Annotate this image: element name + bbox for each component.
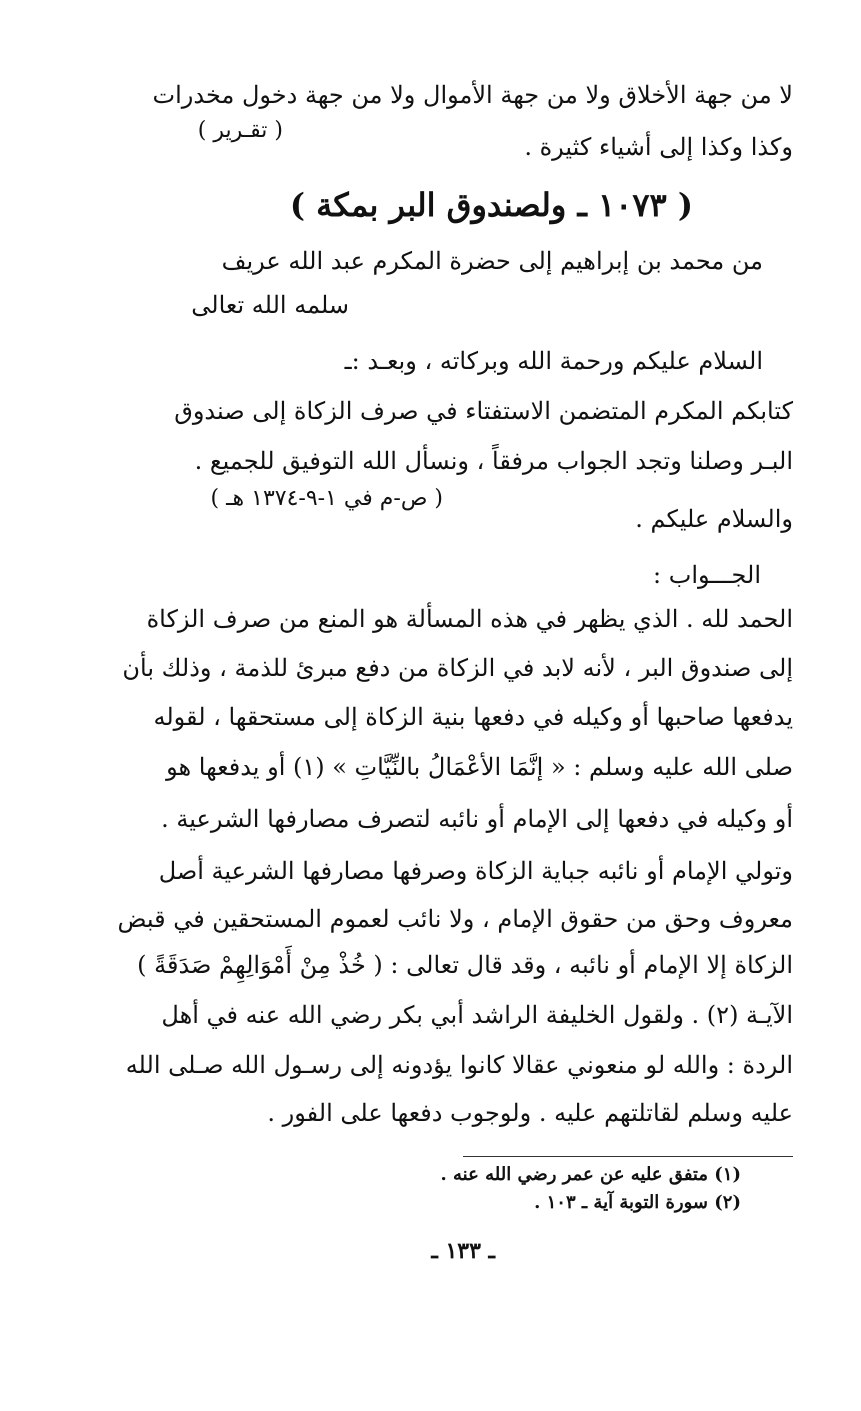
letter-greeting: السلام عليكم ورحمة الله وبركاته ، وبعـد :ـ [344,347,763,375]
prev-line-2: وكذا وكذا إلى أشياء كثيرة . [524,133,793,161]
answer-line: الحمد لله . الذي يظهر في هذه المسألة هو المنع من صرف الزكاة [146,605,793,633]
answer-line: إلى صندوق البر ، لأنه لابد في الزكاة من دفع مبرئ للذمة ، وذلك بأن [122,654,793,682]
answer-line: عليه وسلم لقاتلتهم عليه . ولوجوب دفعها على الفور . [267,1099,793,1127]
answer-line: وتولي الإمام أو نائبه جباية الزكاة وصرفها مصارفها الشرعية أصل [158,857,793,885]
footnote-1: (١) متفق عليه عن عمر رضي الله عنه . [440,1164,741,1185]
section-title: ( ١٠٧٣ ـ ولصندوق البر بمكة ) [289,186,693,224]
page-number: ـ ١٣٣ ـ [431,1238,495,1264]
prev-line-1: لا من جهة الأخلاق ولا من جهة الأموال ولا من جهة دخول مخدرات [152,81,793,109]
answer-heading: الجـــواب : [653,561,761,589]
letter-reference: ( ص-م في ١-٩-١٣٧٤ هـ ) [210,486,443,511]
answer-line: أو وكيله في دفعها إلى الإمام أو نائبه لتصرف مصارفها الشرعية . [161,805,793,833]
answer-line: صلى الله عليه وسلم : « إنَّمَا الأعْمَالُ بالنِّيَّاتِ » (١) أو يدفعها هو [166,753,793,781]
letter-body-1: كتابكم المكرم المتضمن الاستفتاء في صرف الزكاة إلى صندوق [174,397,793,425]
report-note: ( تقـرير ) [197,118,283,143]
answer-line: الآيـة (٢) . ولقول الخليفة الراشد أبي بكر رضي الله عنه في أهل [161,1001,793,1029]
letter-closing: والسلام عليكم . [635,505,793,533]
answer-line: معروف وحق من حقوق الإمام ، ولا نائب لعموم المستحقين في قبض [117,905,793,933]
answer-line: الردة : والله لو منعوني عقالا كانوا يؤدونه إلى رسـول الله صـلى الله [125,1051,793,1079]
footnote-2: (٢) سورة التوبة آية ـ ١٠٣ . [534,1192,741,1213]
answer-line: الزكاة إلا الإمام أو نائبه ، وقد قال تعالى : ( خُذْ مِنْ أَمْوَالِهِمْ صَدَقَةً ) [137,951,793,979]
answer-line: يدفعها صاحبها أو وكيله في دفعها بنية الزكاة إلى مستحقها ، لقوله [153,703,793,731]
letter-from: من محمد بن إبراهيم إلى حضرة المكرم عبد الله عريف [221,247,763,275]
letter-salutation: سلمه الله تعالى [191,291,349,319]
letter-body-2: البـر وصلنا وتجد الجواب مرفقاً ، ونسأل الله التوفيق للجميع . [194,447,793,475]
footnote-divider [463,1156,793,1157]
